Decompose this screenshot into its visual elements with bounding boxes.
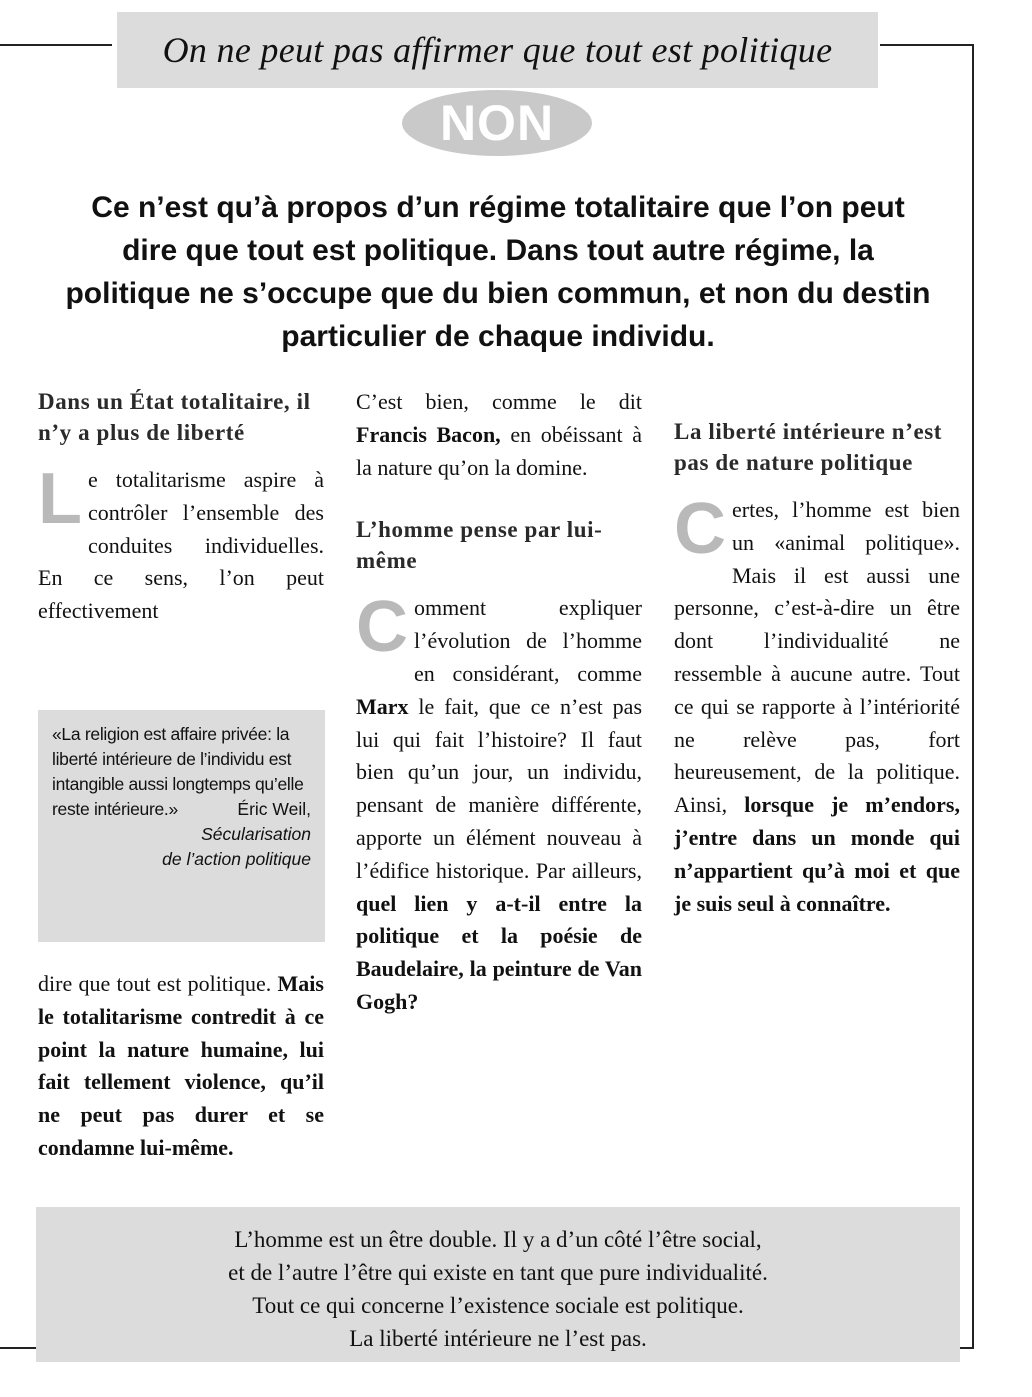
conclusion-box <box>36 1207 960 1362</box>
section3-text-a: ertes, l’homme est bien un «animal politique». Mais il est aussi une personne, c’est-à-dire un être dont l’individualité ne ressemble à aucune autre. Tout ce qui se rapporte à l’intériorité ne relève pas, fort heureusement, de la politique. Ainsi, <box>674 497 960 818</box>
frame-rule-top-right <box>880 44 974 46</box>
section2-text-a: omment expliquer l’évolution de l’homme en considérant, comme <box>414 595 642 686</box>
section1-para2-continued <box>356 386 642 484</box>
section1-para1-text: e totalitarisme aspire à contrôler l’ensemble des conduites individuelles. En ce sens, l’on peut effectivement <box>38 467 324 624</box>
section3-para <box>674 489 960 920</box>
column-2 <box>356 386 642 1019</box>
section2-heading: L’homme pense par lui-même <box>356 517 603 574</box>
column-1-continued <box>38 968 324 1165</box>
frame-rule-right <box>972 44 974 1349</box>
conclusion-line-4: La liberté intérieure ne l’est pas. <box>349 1326 647 1351</box>
section2-para <box>356 587 642 1018</box>
section2-question: quel lien y a-t-il entre la politique et la poésie de Baudelaire, la peinture de Van Gogh? <box>356 890 642 1014</box>
quote-box <box>38 710 325 942</box>
section1-para2-bold: Mais le totalitarisme contredit à ce point la nature humaine, lui fait tellement violence, qu’il ne peut pas durer et se condamne lui-même. <box>38 971 324 1160</box>
marx-name: Marx <box>356 693 409 719</box>
quote-text: «La religion est affaire privée: la liberté intérieure de l’individu est intangible aussi longtemps qu’elle reste intérieure.» <box>52 724 304 819</box>
section2-dropcap: C <box>356 587 408 668</box>
section1-para1 <box>38 459 324 628</box>
section1-heading: Dans un État totalitaire, il n’y a plus de liberté <box>38 389 311 445</box>
section1-dropcap: L <box>38 459 82 539</box>
quote-author: Éric Weil, <box>237 799 311 819</box>
frame-rule-bottom-left <box>0 1347 36 1349</box>
page-title: On ne peut pas affirmer que tout est politique <box>162 30 833 70</box>
section1-para2-tail: C’est bien, comme le dit <box>356 389 642 414</box>
section1-para2-plain: dire que tout est politique. <box>38 971 278 996</box>
section1-para2 <box>38 968 324 1165</box>
section3-conclusion-bold: lorsque je m’endors, j’entre dans un monde qui n’appartient qu’à moi et que je suis seul à connaître. <box>674 792 960 916</box>
column-1 <box>38 386 324 628</box>
conclusion-line-3: Tout ce qui concerne l’existence sociale est politique. <box>252 1293 744 1318</box>
section1-para2-end: en obéissant à la nature qu’on la domine. <box>356 421 642 480</box>
badge-label: NON <box>439 95 555 151</box>
section2-text-b: le fait, que ce n’est pas lui qui fait l’histoire? Il faut bien qu’un jour, un individu, pensant de manière différente, apporte un élément nouveau à l’édifice historique. Par ailleurs, <box>356 693 642 883</box>
section3-dropcap: C <box>674 489 726 569</box>
francis-bacon-name: Francis Bacon, <box>356 421 501 447</box>
quote-work-line1: Sécularisation <box>201 824 311 844</box>
column-3 <box>674 386 960 920</box>
non-badge <box>402 90 592 156</box>
title-banner <box>117 12 878 88</box>
section3-heading: La liberté intérieure n’est pas de nature politique <box>674 419 943 475</box>
quote-work-line2: de l’action politique <box>162 849 311 869</box>
conclusion-line-2: et de l’autre l’être qui existe en tant que pure individualité. <box>228 1260 768 1285</box>
conclusion-line-1: L’homme est un être double. Il y a d’un côté l’être social, <box>234 1227 762 1252</box>
frame-rule-top-left <box>0 44 112 46</box>
lead-paragraph: Ce n’est qu’à propos d’un régime totalitaire que l’on peut dire que tout est politique. Dans tout autre régime, la politique ne s’occupe que du bien commun, et non du destin particulier de chaque individu. <box>65 191 931 353</box>
